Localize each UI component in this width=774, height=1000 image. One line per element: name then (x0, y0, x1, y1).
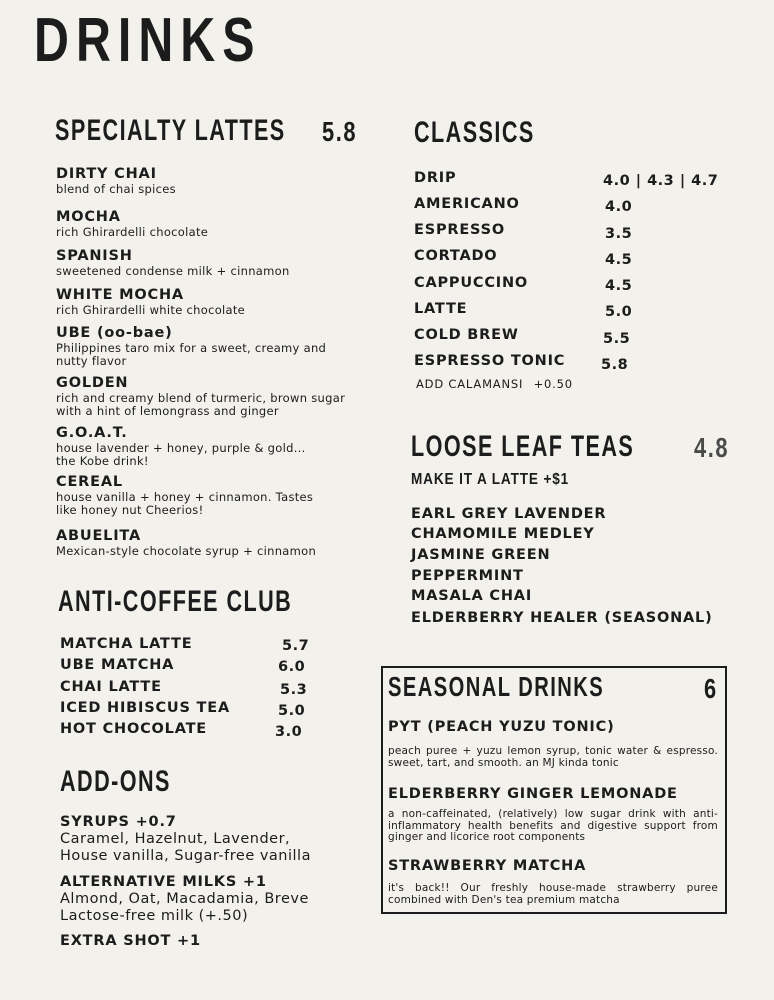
addon-options: Caramel, Hazelnut, Lavender, (60, 831, 291, 847)
item-name: LATTE (414, 301, 468, 317)
specialty-item (56, 425, 326, 468)
loose-leaf-teas-heading: LOOSE LEAF TEAS (411, 430, 635, 463)
addon-label: SYRUPS +0.7 (60, 814, 177, 830)
item-name: ABUELITA (56, 528, 141, 544)
item-price: 5.8 (601, 357, 629, 373)
item-name: CEREAL (56, 474, 123, 490)
item-name: DIRTY CHAI (56, 166, 157, 182)
calamansi-addon (416, 377, 573, 391)
item-name: MATCHA LATTE (60, 636, 193, 652)
addon-price: +0.50 (533, 377, 573, 391)
tea-item: PEPPERMINT (411, 568, 524, 584)
item-description: a non-caffeinated, (relatively) low sugar drink with anti-inflammatory health benefits and digestive support from ginger and licorice root components (388, 808, 718, 843)
item-description: rich Ghirardelli white chocolate (56, 303, 246, 317)
item-name: UBE MATCHA (60, 657, 175, 673)
item-name: WHITE MOCHA (56, 287, 184, 303)
item-price: 6.0 (278, 659, 306, 675)
specialty-lattes-price: 5.8 (322, 116, 358, 147)
tea-item: EARL GREY LAVENDER (411, 506, 607, 522)
page-title: DRINKS (34, 6, 262, 75)
item-name: MOCHA (56, 209, 121, 225)
specialty-item (56, 325, 346, 368)
seasonal-drinks-heading: SEASONAL DRINKS (388, 671, 605, 702)
add-ons-heading: ADD-ONS (60, 765, 171, 798)
item-name: CHAI LATTE (60, 679, 162, 695)
specialty-item (56, 375, 346, 418)
specialty-lattes-heading: SPECIALTY LATTES (55, 114, 286, 147)
addon-label: ADD CALAMANSI (416, 377, 524, 391)
item-description: peach puree + yuzu lemon syrup, tonic water & espresso. sweet, tart, and smooth. an MJ kinda tonic (388, 745, 718, 769)
item-price: 4.0 | 4.3 | 4.7 (603, 173, 719, 189)
tea-latte-upgrade: MAKE IT A LATTE +$1 (411, 471, 570, 488)
specialty-item (56, 474, 331, 517)
specialty-item (56, 209, 356, 239)
item-description: house vanilla + honey + cinnamon. Tastes like honey nut Cheerios! (56, 490, 314, 517)
item-description: rich Ghirardelli chocolate (56, 225, 209, 239)
item-description: Philippines taro mix for a sweet, creamy and nutty flavor (56, 341, 327, 368)
tea-item: CHAMOMILE MEDLEY (411, 526, 595, 542)
specialty-item (56, 528, 356, 558)
item-description: house lavender + honey, purple & gold... the Kobe drink! (56, 441, 306, 468)
specialty-item (56, 166, 356, 196)
addon-syrups (60, 814, 360, 865)
addon-options: Lactose-free milk (+.50) (60, 908, 249, 924)
addon-label: ALTERNATIVE MILKS +1 (60, 874, 267, 890)
tea-item: MASALA CHAI (411, 588, 533, 604)
item-price: 4.5 (605, 278, 633, 294)
addon-options: House vanilla, Sugar-free vanilla (60, 848, 311, 864)
item-name: ESPRESSO TONIC (414, 353, 566, 369)
item-price: 5.0 (605, 304, 633, 320)
addon-milks (60, 874, 360, 925)
item-description: it's back!! Our freshly house-made strawberry puree combined with Den's tea premium matcha (388, 882, 718, 906)
tea-item: ELDERBERRY HEALER (SEASONAL) (411, 610, 713, 626)
classics-heading: CLASSICS (414, 116, 535, 149)
item-description: blend of chai spices (56, 182, 176, 196)
item-name: GOLDEN (56, 375, 129, 391)
item-name: G.O.A.T. (56, 425, 128, 441)
anti-coffee-club-heading: ANTI-COFFEE CLUB (58, 585, 293, 618)
specialty-item (56, 248, 356, 278)
seasonal-item (388, 719, 718, 769)
item-description: sweetened condense milk + cinnamon (56, 264, 290, 278)
item-price: 4.0 (605, 199, 633, 215)
item-name: COLD BREW (414, 327, 519, 343)
item-name: PYT (PEACH YUZU TONIC) (388, 719, 615, 735)
item-price: 4.5 (605, 252, 633, 268)
item-name: AMERICANO (414, 196, 520, 212)
item-name: CORTADO (414, 248, 498, 264)
item-name: HOT CHOCOLATE (60, 721, 208, 737)
item-name: SPANISH (56, 248, 133, 264)
item-price: 5.0 (278, 703, 306, 719)
item-price: 3.0 (275, 724, 303, 740)
item-price: 5.5 (603, 331, 631, 347)
item-name: STRAWBERRY MATCHA (388, 858, 587, 874)
item-description: rich and creamy blend of turmeric, brown sugar with a hint of lemongrass and ginger (56, 391, 346, 418)
item-price: 3.5 (605, 226, 633, 242)
item-name: ICED HIBISCUS TEA (60, 700, 230, 716)
item-price: 5.3 (280, 682, 308, 698)
addon-extra-shot: EXTRA SHOT +1 (60, 933, 201, 949)
item-description: Mexican-style chocolate syrup + cinnamon (56, 544, 317, 558)
seasonal-drinks-price: 6 (704, 673, 718, 704)
item-name: ESPRESSO (414, 222, 506, 238)
item-name: UBE (oo-bae) (56, 325, 173, 341)
loose-leaf-teas-price: 4.8 (694, 432, 730, 463)
specialty-item (56, 287, 356, 317)
item-name: CAPPUCCINO (414, 275, 529, 291)
item-name: DRIP (414, 170, 457, 186)
addon-options: Almond, Oat, Macadamia, Breve (60, 891, 309, 907)
seasonal-item (388, 786, 718, 844)
tea-item: JASMINE GREEN (411, 547, 551, 563)
item-price: 5.7 (282, 638, 310, 654)
item-name: ELDERBERRY GINGER LEMONADE (388, 786, 678, 802)
seasonal-item (388, 858, 718, 906)
